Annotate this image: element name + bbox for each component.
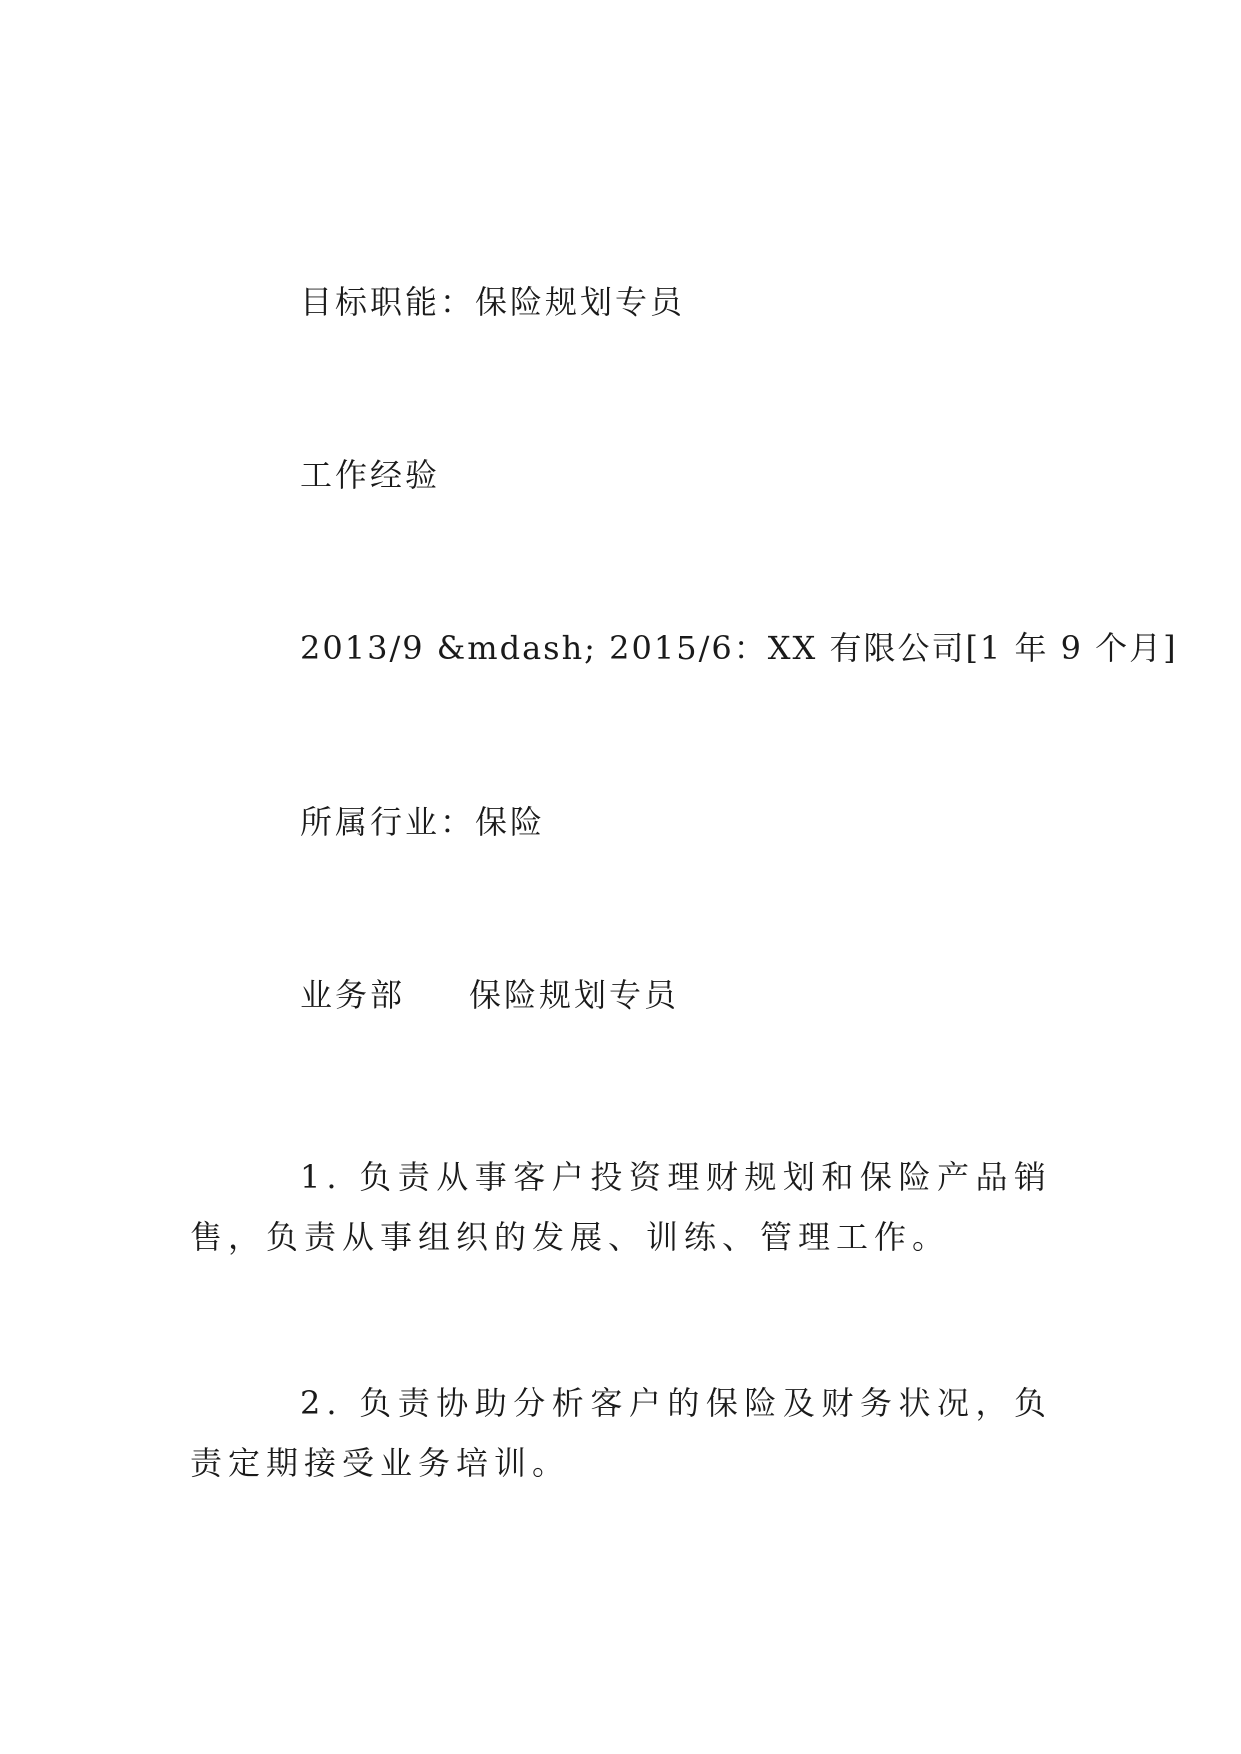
department-position-line	[300, 975, 679, 1015]
department-label: 业务部	[300, 976, 406, 1014]
employment-period-line: 2013/9 &mdash; 2015/6：XX 有限公司[1 年 9 个月]	[300, 629, 1178, 667]
duty-paragraph-1: 1. 负责从事客户投资理财规划和保险产品销售，负责从事组织的发展、训练、管理工作。	[190, 1158, 1052, 1256]
target-function-line: 目标职能：保险规划专员	[300, 283, 686, 321]
duty-paragraph-2: 2. 负责协助分析客户的保险及财务状况，负责定期接受业务培训。	[190, 1384, 1052, 1482]
section-title-work-experience: 工作经验	[300, 456, 441, 494]
position-label: 保险规划专员	[469, 976, 680, 1014]
industry-line: 所属行业：保险	[300, 803, 546, 841]
